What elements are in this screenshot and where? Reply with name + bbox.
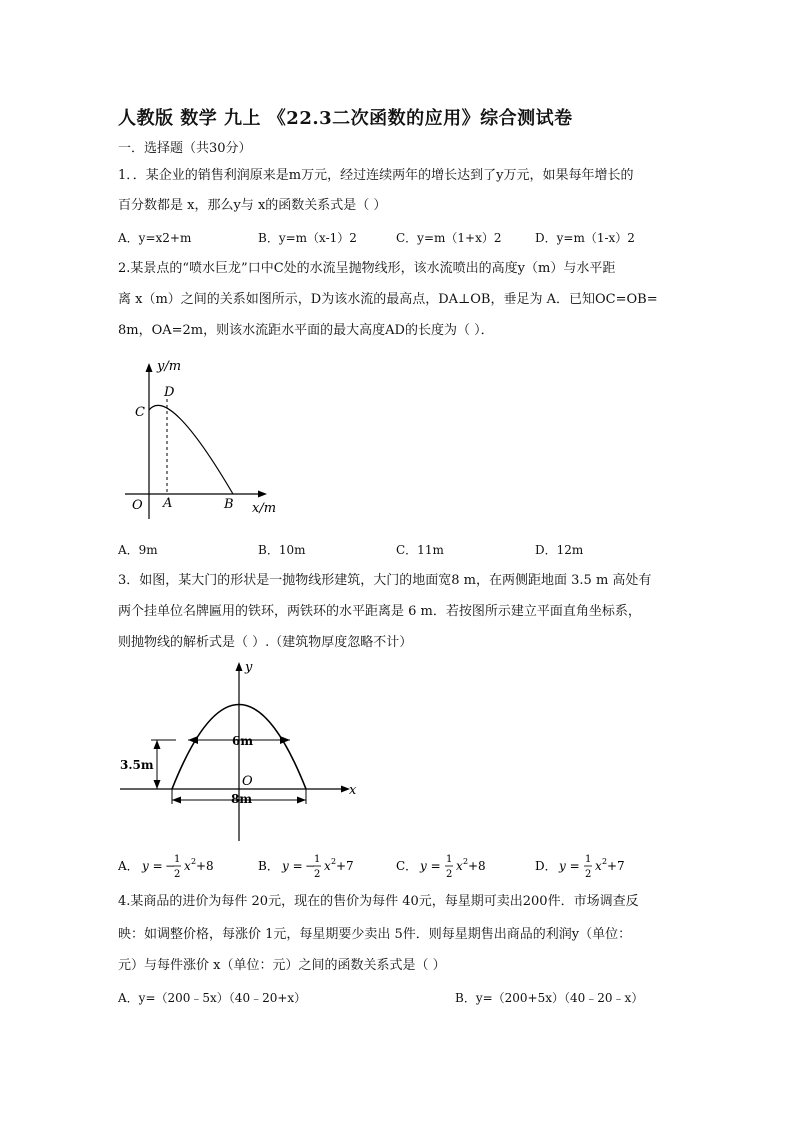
q4-line1: 4.某商品的进价为每件 20元，现在的售价为每件 40元，每星期可卖出200件．市场调查反 xyxy=(118,894,639,909)
page-title: 人教版 数学 九上 《22.3二次函数的应用》综合测试卷 xyxy=(118,108,573,129)
q2-y-label: y/m xyxy=(157,359,182,374)
q3-line1: 3．如图，某大门的形状是一抛物线形建筑，大门的地面宽8 m，在两侧距地面 3.5 m 高处有 xyxy=(118,573,652,588)
q1-options xyxy=(118,229,678,247)
q4-line3: 元）与每件涨价 x（单位：元）之间的函数关系式是（ ） xyxy=(118,958,446,973)
q3-option-a-sign: − xyxy=(165,859,176,873)
q3-option-b-sign: − xyxy=(305,859,316,873)
q3-line2: 两个挂单位名牌匾用的铁环，两铁环的水平距离是 6 m．若按图所示建立平面直角坐标系， xyxy=(118,604,641,619)
q3-option-c-const: +8 xyxy=(468,859,486,873)
q3-option-d-numerator: 1 xyxy=(585,854,592,865)
q3-option-d-lhs: y = xyxy=(559,859,580,873)
q4-option-b: B．y=（200+5x）（40﹣20﹣x） xyxy=(455,991,644,1005)
q4-option-a: A．y=（200﹣5x）（40﹣20+x） xyxy=(118,991,307,1005)
q3-option-b-letter: B． xyxy=(258,859,279,873)
q3-option-a-letter: A． xyxy=(118,859,139,873)
q3-arrow-down-height xyxy=(154,780,161,789)
q3-option-a-exponent: 2 xyxy=(191,857,197,866)
q2-point-o: O xyxy=(132,498,143,513)
q2-point-b: B xyxy=(224,497,234,512)
q2-line1: 2.某景点的“喷水巨龙”口中C处的水流呈抛物线形，该水流喷出的高度y（m）与水平距 xyxy=(118,261,616,276)
q2-y-arrow xyxy=(146,363,153,372)
q1-option-c: C．y=m（1+x）2 xyxy=(396,231,502,245)
q3-y-arrow xyxy=(236,662,243,671)
q3-option-d-letter: D． xyxy=(535,859,557,873)
q3-option-d-denominator: 2 xyxy=(585,869,592,880)
q3-option-c-lhs: y = xyxy=(420,859,441,873)
q1-line1: 1．．某企业的销售利润原来是m万元，经过连续两年的增长达到了y万元，如果每年增长的 xyxy=(118,168,634,183)
q2-line3: 8m，OA=2m，则该水流距水平面的最大高度AD的长度为（ ）． xyxy=(118,323,494,338)
section-heading: 一．选择题（共30分） xyxy=(118,141,252,156)
q3-arrow-left-8m xyxy=(172,797,181,804)
q2-option-a: A．9m xyxy=(118,543,158,557)
q2-water-curve xyxy=(149,405,233,494)
q2-option-c: C．11m xyxy=(396,543,444,557)
q2-options xyxy=(118,541,678,559)
q1-option-a: A．y=x2+m xyxy=(118,231,192,245)
q3-option-b-numerator: 1 xyxy=(314,854,321,865)
q3-line3: 则抛物线的解析式是（ ）.（建筑物厚度忽略不计） xyxy=(118,635,413,650)
q2-line2: 离 x（m）之间的关系如图所示，D为该水流的最高点，DA⊥OB，垂足为 A．已知OC=OB= xyxy=(118,292,658,307)
q3-option-b-exponent: 2 xyxy=(331,857,337,866)
q3-option-c-numerator: 1 xyxy=(446,854,453,865)
q3-option-b-const: +7 xyxy=(336,859,354,873)
q3-option-b-lhs: y = xyxy=(282,859,303,873)
q3-option-c-denominator: 2 xyxy=(446,869,453,880)
q4-options xyxy=(118,989,678,1007)
q2-option-d: D．12m xyxy=(535,543,584,557)
q3-arrow-right-8m xyxy=(297,797,306,804)
q3-option-a xyxy=(118,854,214,880)
q2-point-a: A xyxy=(163,496,173,511)
q3-origin-label: O xyxy=(242,774,253,789)
q3-y-label: y xyxy=(245,660,253,675)
q2-parabola-figure xyxy=(118,355,288,525)
q4-line2: 映：如调整价格，每涨价 1元，每星期要少卖出 5件．则每星期售出商品的利润y（单位： xyxy=(118,927,632,942)
q3-option-d-const: +7 xyxy=(607,859,625,873)
q1-option-b: B．y=m（x-1）2 xyxy=(258,231,357,245)
q3-option-b-denominator: 2 xyxy=(314,869,321,880)
q3-arrow-up-height xyxy=(154,740,161,749)
q3-option-b xyxy=(258,854,354,880)
q3-option-a-x: x xyxy=(184,859,191,873)
q3-x-label: x xyxy=(349,783,357,798)
q3-options xyxy=(118,848,678,882)
q2-x-arrow xyxy=(258,491,267,498)
q2-point-d: D xyxy=(164,385,175,400)
q3-8m-label: 8m xyxy=(231,792,253,806)
q3-option-b-x: x xyxy=(324,859,331,873)
q1-option-d: D．y=m（1-x）2 xyxy=(535,231,635,245)
q3-option-c xyxy=(396,854,486,880)
q2-point-c: C xyxy=(135,405,145,420)
q3-option-c-x: x xyxy=(456,859,463,873)
q3-option-c-exponent: 2 xyxy=(463,857,469,866)
q3-option-d xyxy=(535,854,625,880)
q3-option-a-lhs: y = xyxy=(142,859,163,873)
q2-x-label: x/m xyxy=(252,501,277,516)
q3-option-a-denominator: 2 xyxy=(174,869,181,880)
q3-option-d-x: x xyxy=(595,859,602,873)
q3-option-d-exponent: 2 xyxy=(602,857,608,866)
q2-option-b: B．10m xyxy=(258,543,306,557)
q3-option-c-letter: C． xyxy=(396,859,418,873)
q3-option-a-numerator: 1 xyxy=(174,854,181,865)
q3-3-5m-label: 3.5m xyxy=(120,758,154,772)
q1-line2: 百分数都是 x，那么y与 x的函数关系式是（ ） xyxy=(118,198,387,213)
q3-option-a-const: +8 xyxy=(196,859,214,873)
q3-gate-figure xyxy=(118,660,368,845)
q3-6m-label: 6m xyxy=(232,734,254,748)
